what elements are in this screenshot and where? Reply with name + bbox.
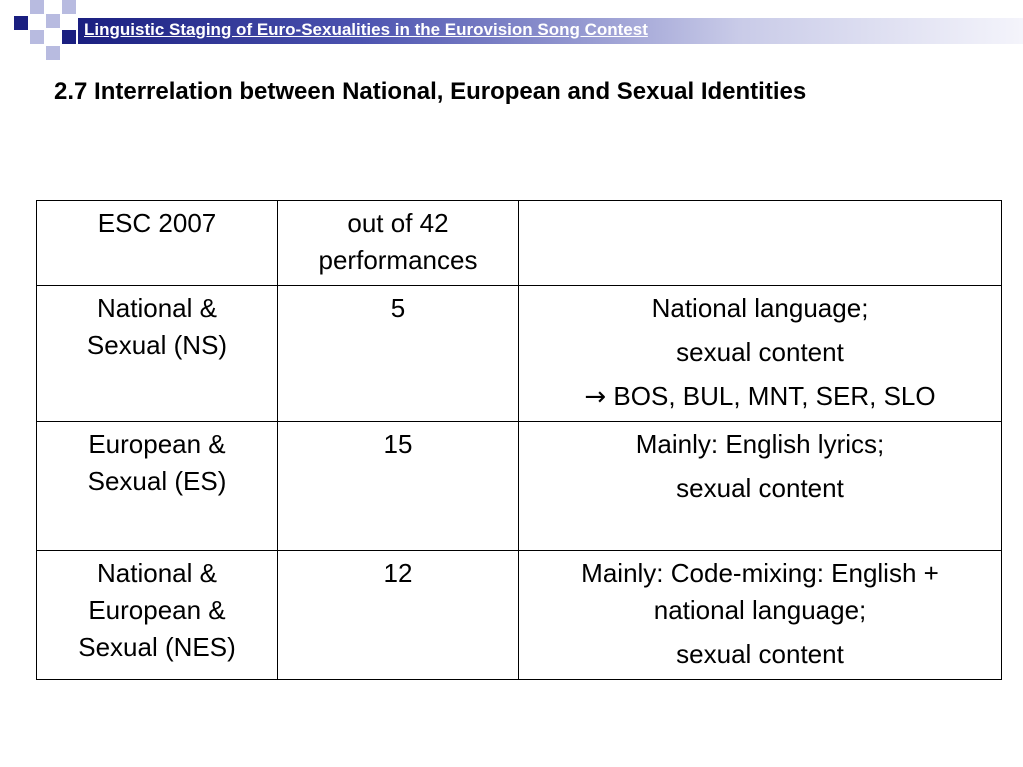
count-cell bbox=[278, 422, 519, 551]
category-cell bbox=[37, 551, 278, 680]
count-cell bbox=[278, 551, 519, 680]
category-line: National & bbox=[97, 558, 217, 588]
header-count-line2: performances bbox=[318, 245, 478, 275]
description-cell bbox=[519, 422, 1002, 551]
description-line: sexual content bbox=[676, 473, 844, 503]
category-line: Sexual (NES) bbox=[78, 632, 236, 662]
description-cell bbox=[519, 286, 1002, 422]
description-line: National language; bbox=[651, 293, 869, 323]
category-cell bbox=[37, 286, 278, 422]
logo-square-1 bbox=[14, 16, 28, 30]
table-header-row bbox=[37, 201, 1002, 286]
logo-square-3 bbox=[46, 14, 60, 28]
category-line: Sexual (ES) bbox=[87, 466, 227, 496]
count-value: 5 bbox=[390, 293, 406, 323]
category-line: European & bbox=[88, 429, 226, 459]
header-cell-empty bbox=[519, 201, 1002, 286]
country-codes: BOS, BUL, MNT, SER, SLO bbox=[613, 381, 936, 411]
description-line: national language; bbox=[653, 595, 867, 625]
logo-square-2 bbox=[30, 0, 44, 14]
table-row bbox=[37, 422, 1002, 551]
header-banner bbox=[78, 18, 1023, 44]
count-cell bbox=[278, 286, 519, 422]
header-cell-count bbox=[278, 201, 519, 286]
description-line: sexual content bbox=[676, 639, 844, 669]
category-cell bbox=[37, 422, 278, 551]
header-cell-esc-text: ESC 2007 bbox=[97, 208, 217, 238]
category-line: Sexual (NS) bbox=[86, 330, 228, 360]
category-line: European & bbox=[88, 595, 226, 625]
count-value: 15 bbox=[383, 429, 413, 459]
logo-square-7 bbox=[62, 0, 76, 14]
description-cell bbox=[519, 551, 1002, 680]
description-line: Mainly: Code-mixing: English + bbox=[581, 558, 939, 588]
logo-square-5 bbox=[30, 30, 44, 44]
description-line: sexual content bbox=[676, 337, 844, 367]
category-line: National & bbox=[97, 293, 217, 323]
description-line: Mainly: English lyrics; bbox=[635, 429, 885, 459]
banner-title: Linguistic Staging of Euro-Sexualities in the Eurovision Song Contest bbox=[84, 20, 648, 39]
arrow-right-icon: → bbox=[584, 382, 607, 412]
page-title: 2.7 Interrelation between National, European and Sexual Identities bbox=[54, 78, 807, 105]
count-value: 12 bbox=[383, 558, 413, 588]
header-count-line1: out of 42 bbox=[347, 208, 449, 238]
logo-square-4 bbox=[62, 30, 76, 44]
table-row bbox=[37, 551, 1002, 680]
identity-table bbox=[36, 200, 1002, 680]
logo-square-6 bbox=[46, 46, 60, 60]
header-cell-esc bbox=[37, 201, 278, 286]
table-row bbox=[37, 286, 1002, 422]
description-arrow-line bbox=[527, 378, 993, 416]
